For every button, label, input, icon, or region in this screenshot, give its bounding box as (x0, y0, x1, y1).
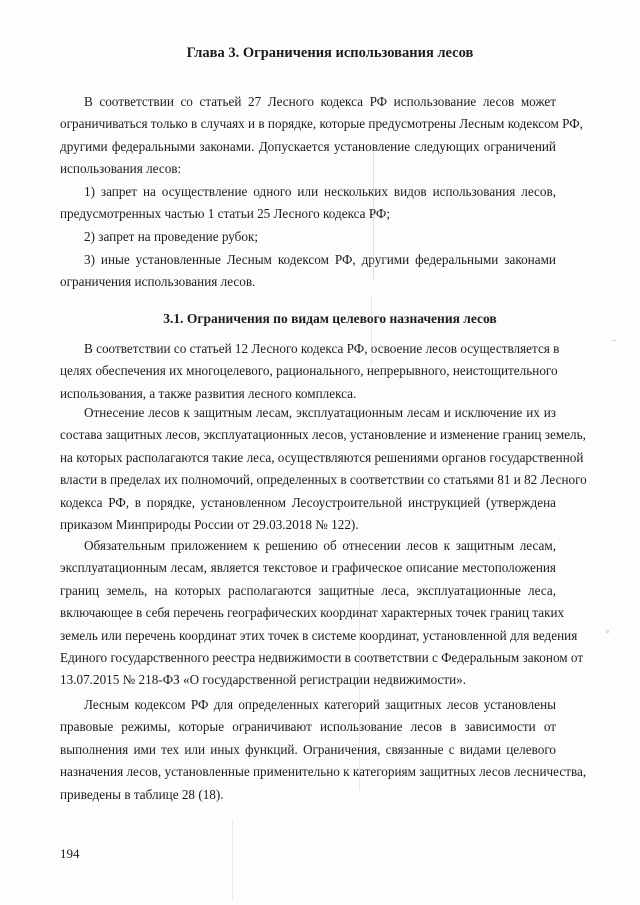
text-line: другими федеральными законами. Допускается установление следующих ограничений (60, 138, 556, 154)
section-title: 3.1. Ограничения по видам целевого назначения лесов (163, 311, 497, 326)
intro-paragraph (60, 91, 583, 181)
text-line: В соответствии со статьей 12 Лесного кодекса РФ, освоение лесов осуществляется в (84, 341, 560, 356)
text-line: Обязательным приложением к решению об отнесении лесов к защитным лесам, (84, 538, 556, 553)
text-line: ограничения использования лесов. (60, 274, 256, 290)
text-line: границ земель, на которых располагаются защитные леса, эксплуатационные леса, (60, 582, 556, 598)
chapter-title: Глава 3. Ограничения использования лесов (186, 45, 474, 61)
text-line: на которых располагаются такие леса, осуществляются решениями органов государственной (60, 449, 584, 465)
list-item (60, 226, 556, 248)
text-line: предусмотренных частью 1 статьи 25 Лесного кодекса РФ; (60, 206, 391, 222)
text-line: кодекса РФ, в порядке, установленном Лесоустроительной инструкцией (утверждена (60, 494, 556, 510)
text-line: Лесным кодексом РФ для определенных категорий защитных лесов установлены (84, 697, 556, 712)
scan-fold-mark (371, 295, 372, 365)
text-line: 1) запрет на осуществление одного или нескольких видов использования лесов, (84, 184, 556, 199)
text-line: включающее в себя перечень географических координат характерных точек границ таких (60, 605, 565, 621)
text-line: Единого государственного реестра недвижимости в соответствии с Федеральным законом от (60, 650, 584, 666)
text-line: состава защитных лесов, эксплуатационных лесов, установление и изменение границ земель, (60, 427, 586, 443)
text-line: приведены в таблице 28 (18). (60, 786, 224, 802)
text-line: 13.07.2015 № 218-ФЗ «О государственной регистрации недвижимости». (60, 672, 467, 688)
text-line: выполнения ими тех или иных функций. Ограничения, связанные с видами целевого (60, 741, 556, 757)
text-line: правовые режимы, которые ограничивают использование лесов в зависимости от (60, 719, 556, 735)
section-paragraph (60, 338, 560, 405)
section-paragraph (60, 402, 587, 536)
text-line: В соответствии со статьей 27 Лесного кодекса РФ использование лесов может (84, 94, 556, 109)
list-item (60, 249, 556, 294)
text-line: приказом Минприроды России от 29.03.2018 № 122). (60, 517, 359, 533)
scan-fold-mark (373, 150, 374, 280)
scan-fold-mark (359, 570, 360, 790)
text-line: ограничиваться только в случаях и в порядке, которые предусмотрены Лесным кодексом РФ, (60, 116, 583, 132)
text-line: власти в пределах их полномочий, определенных в соответствии со статьями 81 и 82 Лесного (60, 472, 587, 488)
section-paragraph (60, 535, 584, 692)
list-item (60, 181, 556, 226)
text-line: 2) запрет на проведение рубок; (84, 229, 259, 244)
text-line: 3) иные установленные Лесным кодексом РФ, другими федеральными законами (84, 252, 556, 267)
page-number: 194 (60, 846, 80, 861)
text-line: назначения лесов, установленные применительно к категориям защитных лесов лесничества, (60, 764, 587, 780)
text-line: Отнесение лесов к защитным лесам, эксплуатационным лесам и исключение их из (84, 405, 556, 420)
scan-fold-mark (232, 820, 233, 900)
text-line: эксплуатационным лесам, является текстовое и графическое описание местоположения (60, 560, 556, 576)
scan-speck (612, 340, 616, 341)
text-line: использования, а также развития лесного комплекса. (60, 385, 357, 401)
section-paragraph (60, 694, 587, 806)
text-line: использования лесов: (60, 161, 182, 177)
text-line: земель или перечень координат этих точек в системе координат, установленной для ведения (60, 627, 578, 643)
scan-speck (606, 630, 609, 633)
text-line: целях обеспечения их многоцелевого, рационального, непрерывного, неистощительного (60, 363, 558, 379)
